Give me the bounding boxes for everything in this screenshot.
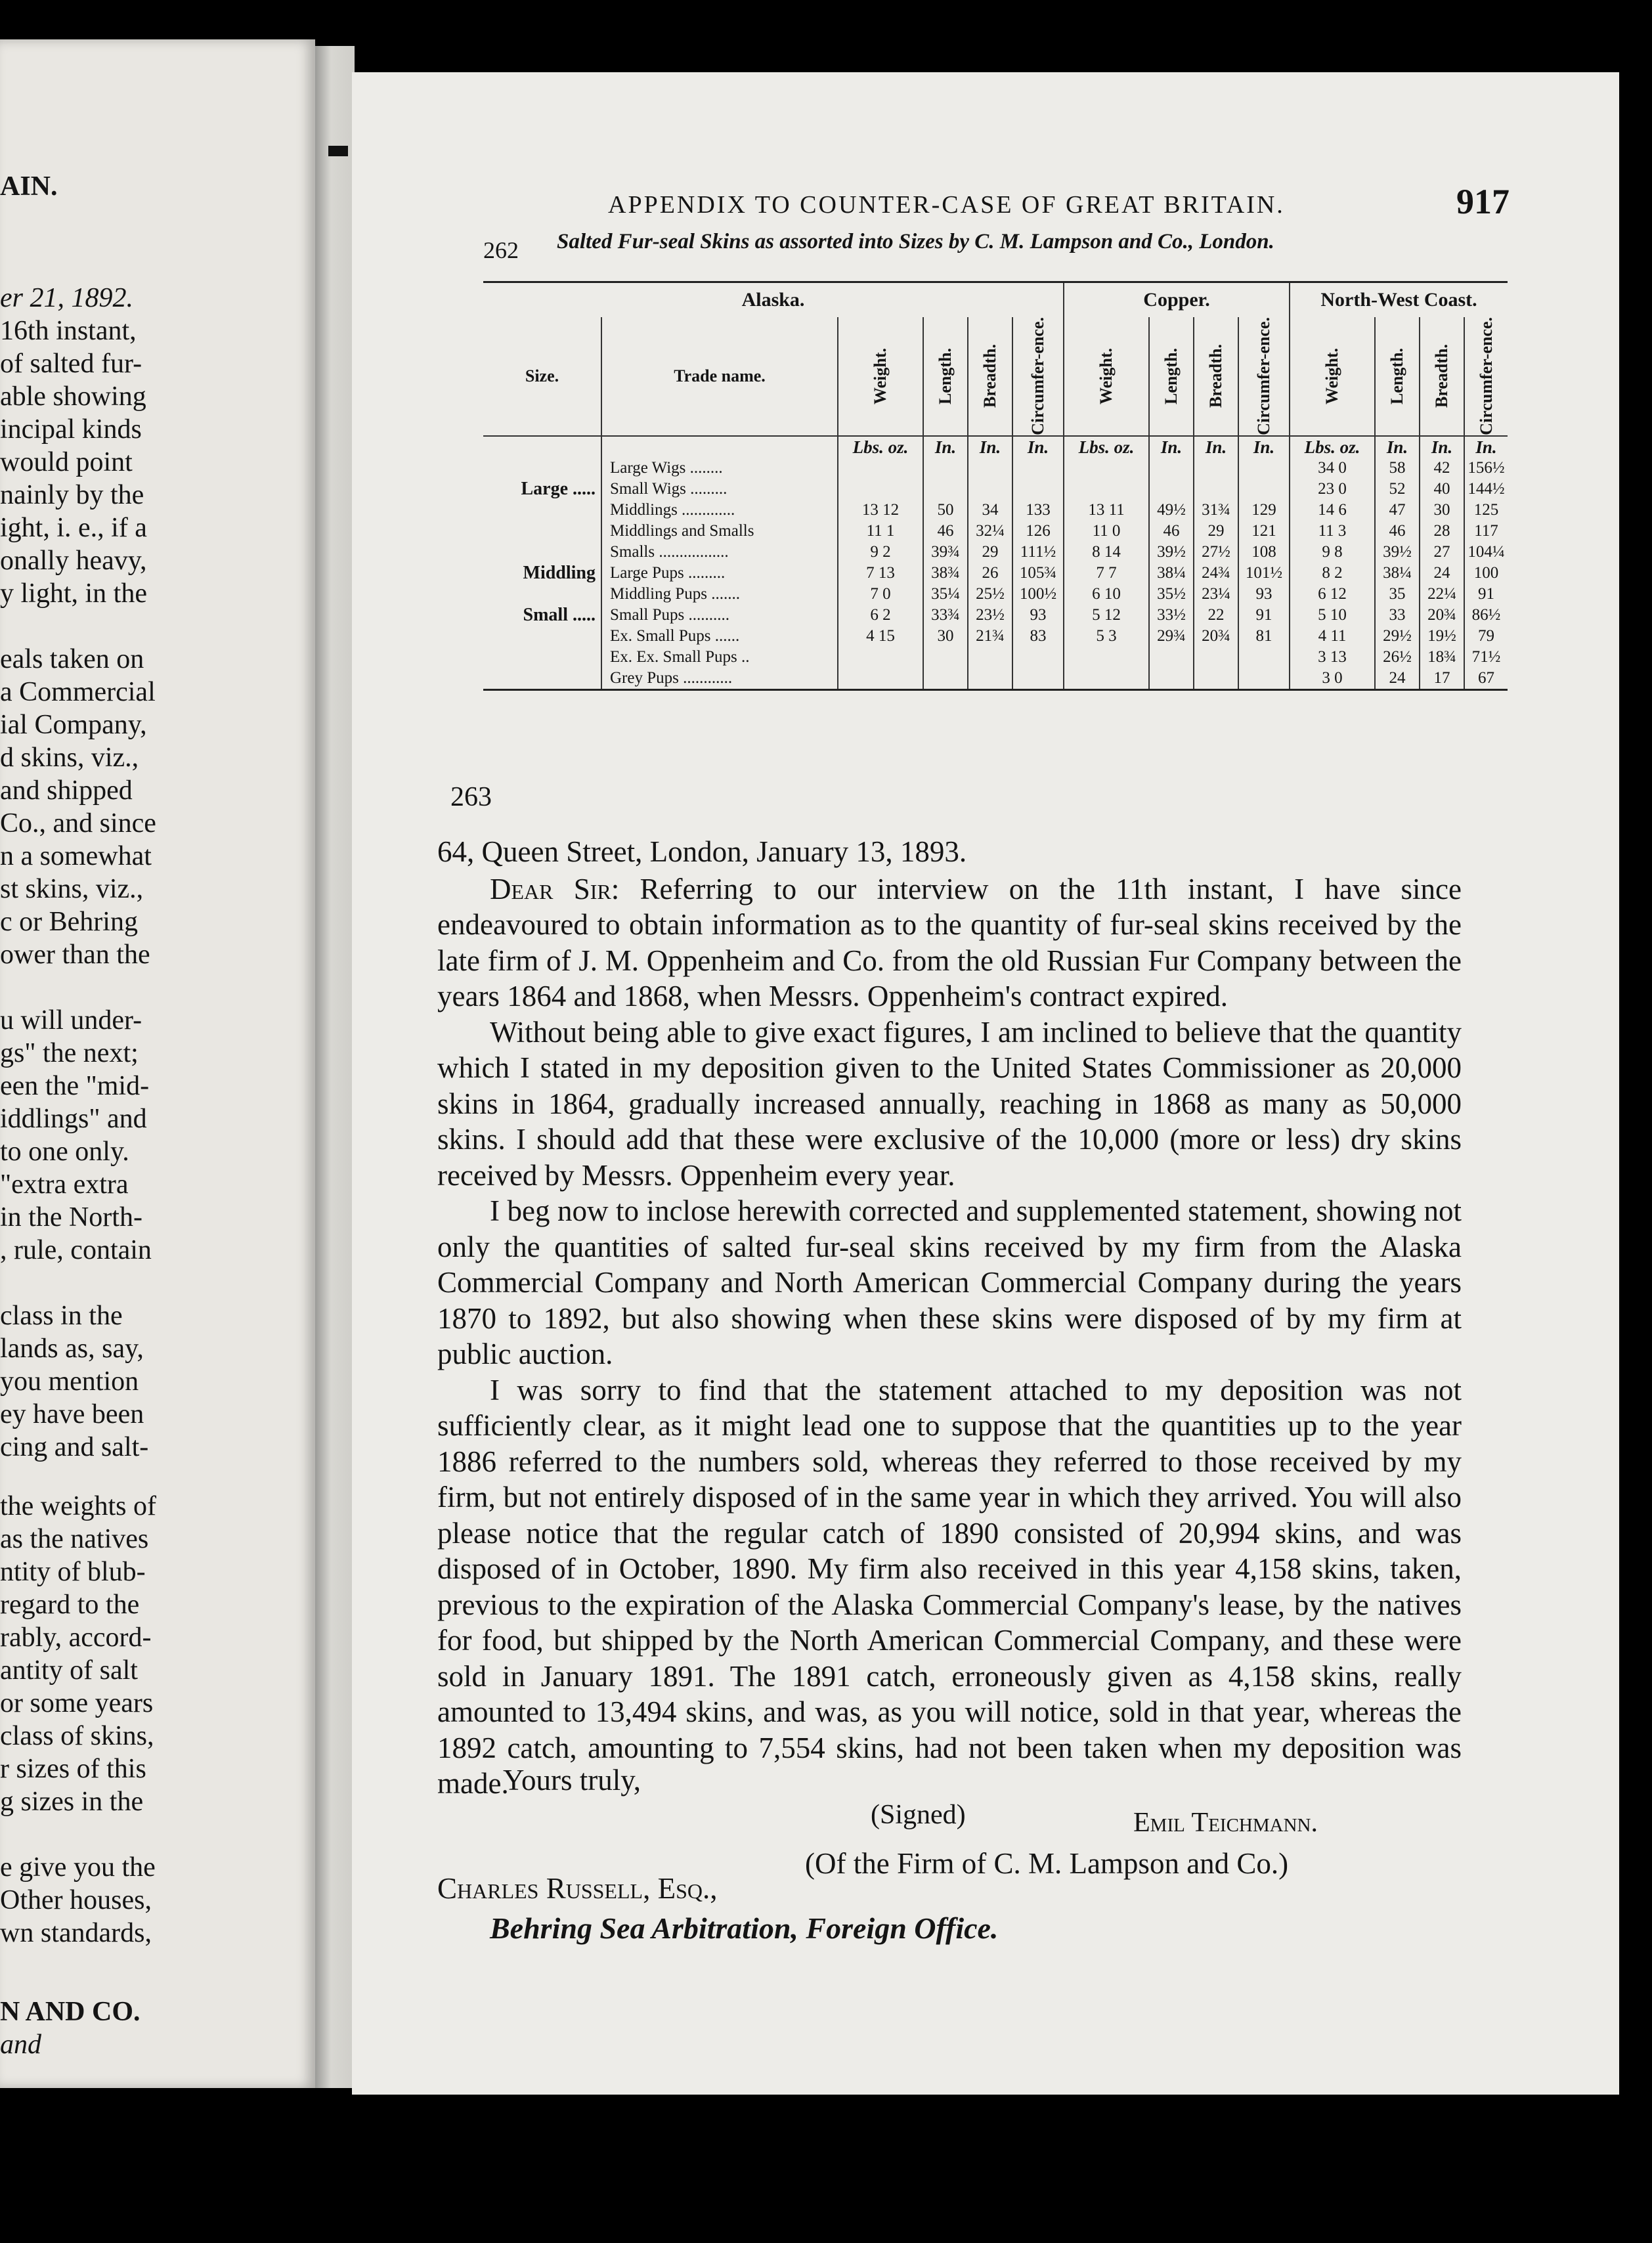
- alaska-value-cell: [968, 668, 1012, 690]
- trade-name-cell: Smalls .................: [601, 542, 838, 563]
- alaska-value-cell: 83: [1012, 626, 1064, 647]
- nw-value-cell: 30: [1420, 500, 1464, 521]
- col-circumference: Circumfer-ence.: [1028, 317, 1047, 435]
- table-row: [483, 584, 1508, 605]
- alaska-value-cell: 4 15: [838, 626, 923, 647]
- alaska-value-cell: [838, 458, 923, 479]
- col-length: Length.: [1387, 348, 1406, 404]
- copper-value-cell: 27½: [1194, 542, 1238, 563]
- nw-value-cell: 28: [1420, 521, 1464, 542]
- facing-page-line: class of skins,: [0, 1721, 154, 1751]
- alaska-value-cell: 93: [1012, 605, 1064, 626]
- alaska-value-cell: 13 12: [838, 500, 923, 521]
- size-cell: [483, 500, 601, 521]
- book-gutter: [315, 46, 355, 2088]
- column-header-row: [483, 317, 1508, 436]
- facing-page-line: to one only.: [0, 1137, 129, 1167]
- table-row: [483, 605, 1508, 626]
- nw-value-cell: 3 13: [1290, 647, 1375, 668]
- copper-value-cell: 23¼: [1194, 584, 1238, 605]
- copper-value-cell: 13 11: [1064, 500, 1149, 521]
- size-cell: [483, 668, 601, 690]
- alaska-value-cell: 50: [923, 500, 968, 521]
- table-row: [483, 668, 1508, 690]
- facing-page-line: d skins, viz.,: [0, 743, 139, 773]
- nw-value-cell: 71½: [1464, 647, 1508, 668]
- trade-name-cell: Middling Pups .......: [601, 584, 838, 605]
- closing: Yours truly,: [503, 1764, 641, 1797]
- facing-page-line: y light, in the: [0, 578, 147, 609]
- letter-address: [437, 834, 1462, 870]
- col-length: Length.: [1162, 348, 1181, 404]
- alaska-value-cell: 9 2: [838, 542, 923, 563]
- trade-name-cell: Small Wigs .........: [601, 479, 838, 500]
- nw-value-cell: 24: [1375, 668, 1420, 690]
- copper-value-cell: 93: [1238, 584, 1290, 605]
- group-northwest: North-West Coast.: [1290, 282, 1508, 318]
- facing-page-line: ey have been: [0, 1399, 144, 1429]
- document-number-262: 262: [483, 237, 519, 263]
- table-row: [483, 542, 1508, 563]
- table-row: [483, 647, 1508, 668]
- nw-value-cell: 27: [1420, 542, 1464, 563]
- col-weight: Weight.: [1322, 348, 1341, 404]
- copper-value-cell: [1149, 479, 1194, 500]
- col-size: Size.: [483, 317, 601, 436]
- nw-value-cell: 58: [1375, 458, 1420, 479]
- nw-value-cell: 11 3: [1290, 521, 1375, 542]
- copper-value-cell: 108: [1238, 542, 1290, 563]
- facing-page-line: u will under-: [0, 1005, 142, 1035]
- nw-value-cell: 38¼: [1375, 563, 1420, 584]
- facing-page-line: rably, accord-: [0, 1622, 152, 1653]
- alaska-value-cell: 11 1: [838, 521, 923, 542]
- facing-page-line: Other houses,: [0, 1885, 152, 1915]
- facing-page-line: antity of salt: [0, 1655, 138, 1686]
- facing-page-line: and: [0, 2030, 41, 2060]
- nw-value-cell: 40: [1420, 479, 1464, 500]
- group-header-row: [483, 282, 1508, 318]
- facing-page-line: cing and salt-: [0, 1432, 149, 1462]
- copper-value-cell: [1064, 647, 1149, 668]
- col-circumference: Circumfer-ence.: [1254, 317, 1273, 435]
- unit-length: In.: [1149, 436, 1194, 458]
- alaska-value-cell: 7 13: [838, 563, 923, 584]
- unit-circumference: In.: [1238, 436, 1290, 458]
- signed-label: (Signed): [871, 1800, 966, 1830]
- facing-page-line: r sizes of this: [0, 1754, 146, 1784]
- col-length: Length.: [936, 348, 955, 404]
- copper-value-cell: [1149, 668, 1194, 690]
- alaska-value-cell: 7 0: [838, 584, 923, 605]
- copper-value-cell: 91: [1238, 605, 1290, 626]
- copper-value-cell: 8 14: [1064, 542, 1149, 563]
- facing-page-line: and shipped: [0, 775, 133, 806]
- facing-page-line: of salted fur-: [0, 349, 142, 379]
- table-row: [483, 626, 1508, 647]
- binding-mark: [328, 146, 348, 156]
- col-circumference: Circumfer-ence.: [1476, 317, 1496, 435]
- document-number-263: 263: [450, 782, 492, 812]
- alaska-value-cell: [923, 647, 968, 668]
- nw-value-cell: 42: [1420, 458, 1464, 479]
- facing-page-line: or some years: [0, 1688, 154, 1718]
- table-title: Salted Fur-seal Skins as assorted into Sizes by C. M. Lampson and Co., London.: [557, 230, 1274, 253]
- copper-value-cell: 35½: [1149, 584, 1194, 605]
- author-firm: (Of the Firm of C. M. Lampson and Co.): [805, 1847, 1289, 1880]
- copper-value-cell: 5 3: [1064, 626, 1149, 647]
- author-name: Emil Teichmann.: [1133, 1808, 1318, 1838]
- copper-value-cell: 7 7: [1064, 563, 1149, 584]
- alaska-value-cell: [1012, 458, 1064, 479]
- copper-value-cell: [1064, 479, 1149, 500]
- alaska-value-cell: 35¼: [923, 584, 968, 605]
- facing-page: [0, 39, 315, 2088]
- facing-page-line: as the natives: [0, 1524, 149, 1554]
- alaska-value-cell: 126: [1012, 521, 1064, 542]
- page-number: 917: [1456, 182, 1510, 221]
- copper-value-cell: 24¾: [1194, 563, 1238, 584]
- copper-value-cell: 81: [1238, 626, 1290, 647]
- nw-value-cell: 46: [1375, 521, 1420, 542]
- copper-value-cell: 121: [1238, 521, 1290, 542]
- alaska-value-cell: 38¾: [923, 563, 968, 584]
- recipient-office: Behring Sea Arbitration, Foreign Office.: [490, 1911, 999, 1945]
- alaska-value-cell: 29: [968, 542, 1012, 563]
- alaska-value-cell: 25½: [968, 584, 1012, 605]
- col-breadth: Breadth.: [980, 344, 999, 408]
- alaska-value-cell: [838, 647, 923, 668]
- group-alaska: Alaska.: [483, 282, 1064, 318]
- copper-value-cell: 29¾: [1149, 626, 1194, 647]
- size-cell: [483, 647, 601, 668]
- nw-value-cell: 29½: [1375, 626, 1420, 647]
- col-trade-name: Trade name.: [601, 317, 838, 436]
- nw-value-cell: 35: [1375, 584, 1420, 605]
- copper-value-cell: [1194, 458, 1238, 479]
- copper-value-cell: [1149, 647, 1194, 668]
- size-cell: Large .....: [521, 479, 596, 499]
- facing-page-line: incipal kinds: [0, 414, 142, 445]
- size-cell: [483, 542, 601, 563]
- alaska-value-cell: 21¾: [968, 626, 1012, 647]
- nw-value-cell: 24: [1420, 563, 1464, 584]
- nw-value-cell: 14 6: [1290, 500, 1375, 521]
- nw-value-cell: 18¾: [1420, 647, 1464, 668]
- skins-table: [483, 281, 1508, 691]
- copper-value-cell: 39½: [1149, 542, 1194, 563]
- nw-value-cell: 156½: [1464, 458, 1508, 479]
- size-cell: Middling: [523, 563, 596, 583]
- copper-value-cell: 20¾: [1194, 626, 1238, 647]
- nw-value-cell: 9 8: [1290, 542, 1375, 563]
- col-weight: Weight.: [871, 348, 890, 404]
- copper-value-cell: 46: [1149, 521, 1194, 542]
- unit-weight: Lbs. oz.: [1290, 436, 1375, 458]
- nw-value-cell: 19½: [1420, 626, 1464, 647]
- facing-page-line: gs" the next;: [0, 1038, 139, 1068]
- copper-value-cell: 6 10: [1064, 584, 1149, 605]
- nw-value-cell: 100: [1464, 563, 1508, 584]
- size-cell: [483, 521, 601, 542]
- alaska-value-cell: 33¾: [923, 605, 968, 626]
- copper-value-cell: [1238, 668, 1290, 690]
- unit-length: In.: [923, 436, 968, 458]
- alaska-value-cell: 111½: [1012, 542, 1064, 563]
- copper-value-cell: [1194, 668, 1238, 690]
- facing-page-line: ntity of blub-: [0, 1557, 146, 1587]
- facing-page-line: ial Company,: [0, 710, 147, 740]
- facing-page-line: a Commercial: [0, 677, 156, 707]
- copper-value-cell: [1238, 479, 1290, 500]
- alaska-value-cell: [1012, 647, 1064, 668]
- letter-paragraph-1: [437, 871, 1462, 1014]
- table-body: [483, 436, 1508, 690]
- nw-value-cell: 4 11: [1290, 626, 1375, 647]
- copper-value-cell: [1149, 458, 1194, 479]
- paragraph-1-text: Referring to our interview on the 11th instant, I have since endeavoured to obtain information as to the quantity of fur-seal skins received by the late firm of J. M. Oppenheim and Co. from the old Russian Fur Company between the years 1864 and 1868, when Messrs. Oppenheim's contract expired.: [437, 872, 1462, 1013]
- facing-page-line: Co., and since: [0, 808, 156, 838]
- group-copper: Copper.: [1064, 282, 1290, 318]
- table-row: [483, 458, 1508, 479]
- letter-paragraph-4: I was sorry to find that the statement attached to my deposition was not sufficiently clear, as it might lead one to suppose that the quantities up to the year 1886 referred to the numbers sold, whereas they referred to those received by my firm, but not entirely disposed of in the same year in which they arrived. You will also please notice that the regular catch of 1890 consisted of 20,994 skins, and was disposed of in October, 1890. My firm also received in this year 4,158 skins, taken, previous to the expiration of the Alaska Commercial Company's lease, by the natives for food, but shipped by the North American Commercial Company, and these were sold in January 1891. The 1891 catch, erroneously given as 4,158 skins, really amounted to 13,494 skins, and was, as you will notice, sold in that year, whereas the 1892 catch, amounting to 7,554 skins, had not been taken when my deposition was made.: [437, 1373, 1462, 1800]
- facing-page-line: N AND CO.: [0, 1997, 141, 2027]
- col-breadth: Breadth.: [1432, 344, 1451, 408]
- nw-value-cell: 17: [1420, 668, 1464, 690]
- alaska-value-cell: 46: [923, 521, 968, 542]
- units-row: [483, 436, 1508, 458]
- facing-page-line: "extra extra: [0, 1169, 129, 1200]
- nw-value-cell: 22¼: [1420, 584, 1464, 605]
- copper-value-cell: [1194, 479, 1238, 500]
- alaska-value-cell: [968, 647, 1012, 668]
- alaska-value-cell: [923, 458, 968, 479]
- copper-value-cell: [1194, 647, 1238, 668]
- facing-page-line: the weights of: [0, 1491, 156, 1521]
- running-head: APPENDIX TO COUNTER-CASE OF GREAT BRITAIN.: [608, 191, 1285, 219]
- facing-page-line: able showing: [0, 381, 146, 412]
- nw-value-cell: 39½: [1375, 542, 1420, 563]
- nw-value-cell: 23 0: [1290, 479, 1375, 500]
- unit-circumference: In.: [1012, 436, 1064, 458]
- alaska-value-cell: [968, 458, 1012, 479]
- nw-value-cell: 104¼: [1464, 542, 1508, 563]
- address-line: 64, Queen Street, London, January 13, 1893.: [437, 835, 967, 868]
- size-cell: [483, 626, 601, 647]
- nw-value-cell: 33: [1375, 605, 1420, 626]
- alaska-value-cell: 34: [968, 500, 1012, 521]
- nw-value-cell: 144½: [1464, 479, 1508, 500]
- unit-weight: Lbs. oz.: [1064, 436, 1149, 458]
- facing-page-line: g sizes in the: [0, 1787, 144, 1817]
- trade-name-cell: Large Wigs ........: [601, 458, 838, 479]
- trade-name-cell: Middlings and Smalls: [601, 521, 838, 542]
- size-cell: [483, 584, 601, 605]
- nw-value-cell: 34 0: [1290, 458, 1375, 479]
- copper-value-cell: 11 0: [1064, 521, 1149, 542]
- alaska-value-cell: [1012, 479, 1064, 500]
- alaska-value-cell: 105¾: [1012, 563, 1064, 584]
- unit-breadth: In.: [1194, 436, 1238, 458]
- facing-page-line: in the North-: [0, 1202, 142, 1232]
- copper-value-cell: 129: [1238, 500, 1290, 521]
- copper-value-cell: 33½: [1149, 605, 1194, 626]
- trade-name-cell: Middlings .............: [601, 500, 838, 521]
- nw-value-cell: 26½: [1375, 647, 1420, 668]
- document-page: [352, 72, 1619, 2095]
- facing-page-line: er 21, 1892.: [0, 283, 133, 313]
- alaska-value-cell: 133: [1012, 500, 1064, 521]
- table-row: [483, 500, 1508, 521]
- letter-body: [437, 834, 1462, 1802]
- size-cell: [483, 458, 601, 479]
- table-row: [483, 563, 1508, 584]
- facing-page-line: lands as, say,: [0, 1334, 144, 1364]
- unit-circumference: In.: [1464, 436, 1508, 458]
- facing-page-line: regard to the: [0, 1590, 140, 1620]
- alaska-value-cell: 39¾: [923, 542, 968, 563]
- nw-value-cell: 20¾: [1420, 605, 1464, 626]
- facing-page-line: st skins, viz.,: [0, 874, 144, 904]
- facing-page-line: onally heavy,: [0, 546, 147, 576]
- facing-page-line: class in the: [0, 1301, 123, 1331]
- nw-value-cell: 8 2: [1290, 563, 1375, 584]
- alaska-value-cell: 26: [968, 563, 1012, 584]
- trade-name-cell: Ex. Small Pups ......: [601, 626, 838, 647]
- copper-value-cell: 31¾: [1194, 500, 1238, 521]
- size-cell: Small .....: [523, 605, 596, 625]
- trade-name-cell: Large Pups .........: [601, 563, 838, 584]
- facing-page-line: c or Behring: [0, 907, 138, 937]
- nw-value-cell: 117: [1464, 521, 1508, 542]
- nw-value-cell: 3 0: [1290, 668, 1375, 690]
- nw-value-cell: 6 12: [1290, 584, 1375, 605]
- trade-name-cell: Ex. Ex. Small Pups ..: [601, 647, 838, 668]
- facing-page-line: een the "mid-: [0, 1071, 150, 1101]
- copper-value-cell: [1064, 668, 1149, 690]
- alaska-value-cell: [923, 479, 968, 500]
- alaska-value-cell: [838, 668, 923, 690]
- alaska-value-cell: 30: [923, 626, 968, 647]
- table-row: [483, 521, 1508, 542]
- copper-value-cell: 22: [1194, 605, 1238, 626]
- nw-value-cell: 79: [1464, 626, 1508, 647]
- table-row: [483, 479, 1508, 500]
- unit-length: In.: [1375, 436, 1420, 458]
- facing-page-line: AIN.: [0, 171, 58, 202]
- nw-value-cell: 47: [1375, 500, 1420, 521]
- letter-paragraph-2: Without being able to give exact figures, I am inclined to believe that the quantity which I stated in my deposition given to the United States Commissioner as 20,000 skins in 1864, gradually increased annually, reaching in 1868 as many as 50,000 skins. I should add that these were exclusive of the 10,000 (more or less) dry skins received by Messrs. Oppenheim every year.: [437, 1015, 1462, 1192]
- facing-page-line: n a somewhat: [0, 841, 152, 871]
- alaska-value-cell: [838, 479, 923, 500]
- unit-breadth: In.: [1420, 436, 1464, 458]
- nw-value-cell: 86½: [1464, 605, 1508, 626]
- copper-value-cell: 29: [1194, 521, 1238, 542]
- alaska-value-cell: 100½: [1012, 584, 1064, 605]
- trade-name-cell: Small Pups ..........: [601, 605, 838, 626]
- unit-weight: Lbs. oz.: [838, 436, 923, 458]
- facing-page-line: 16th instant,: [0, 316, 137, 346]
- alaska-value-cell: 6 2: [838, 605, 923, 626]
- facing-page-line: , rule, contain: [0, 1235, 152, 1265]
- facing-page-line: you mention: [0, 1366, 139, 1397]
- alaska-value-cell: 23½: [968, 605, 1012, 626]
- nw-value-cell: 67: [1464, 668, 1508, 690]
- copper-value-cell: 38¼: [1149, 563, 1194, 584]
- copper-value-cell: [1238, 458, 1290, 479]
- copper-value-cell: [1064, 458, 1149, 479]
- copper-value-cell: [1238, 647, 1290, 668]
- alaska-value-cell: [923, 668, 968, 690]
- letter-paragraph-3: I beg now to inclose herewith corrected and supplemented statement, showing not only the quantities of salted fur-seal skins received by my firm from the Alaska Commercial Company and North American Commercial Company during the years 1870 to 1892, but also showing when these skins were disposed of by my firm at public auction.: [437, 1194, 1462, 1370]
- nw-value-cell: 52: [1375, 479, 1420, 500]
- facing-page-line: e give you the: [0, 1852, 156, 1883]
- facing-page-line: iddlings" and: [0, 1104, 147, 1134]
- nw-value-cell: 125: [1464, 500, 1508, 521]
- copper-value-cell: 49½: [1149, 500, 1194, 521]
- trade-name-cell: Grey Pups ............: [601, 668, 838, 690]
- skins-table-wrapper: [483, 281, 1508, 691]
- facing-page-line: nainly by the: [0, 480, 144, 510]
- alaska-value-cell: [968, 479, 1012, 500]
- nw-value-cell: 5 10: [1290, 605, 1375, 626]
- facing-page-line: ight, i. e., if a: [0, 513, 147, 543]
- nw-value-cell: 91: [1464, 584, 1508, 605]
- recipient-name: Charles Russell, Esq.,: [437, 1872, 718, 1905]
- col-weight: Weight.: [1097, 348, 1116, 404]
- copper-value-cell: 101½: [1238, 563, 1290, 584]
- copper-value-cell: 5 12: [1064, 605, 1149, 626]
- facing-page-line: ower than the: [0, 940, 150, 970]
- facing-page-line: wn standards,: [0, 1918, 152, 1948]
- alaska-value-cell: [1012, 668, 1064, 690]
- alaska-value-cell: 32¼: [968, 521, 1012, 542]
- facing-page-line: eals taken on: [0, 644, 144, 674]
- salutation: Dear Sir:: [490, 872, 620, 905]
- unit-breadth: In.: [968, 436, 1012, 458]
- facing-page-line: would point: [0, 447, 133, 477]
- col-breadth: Breadth.: [1206, 344, 1225, 408]
